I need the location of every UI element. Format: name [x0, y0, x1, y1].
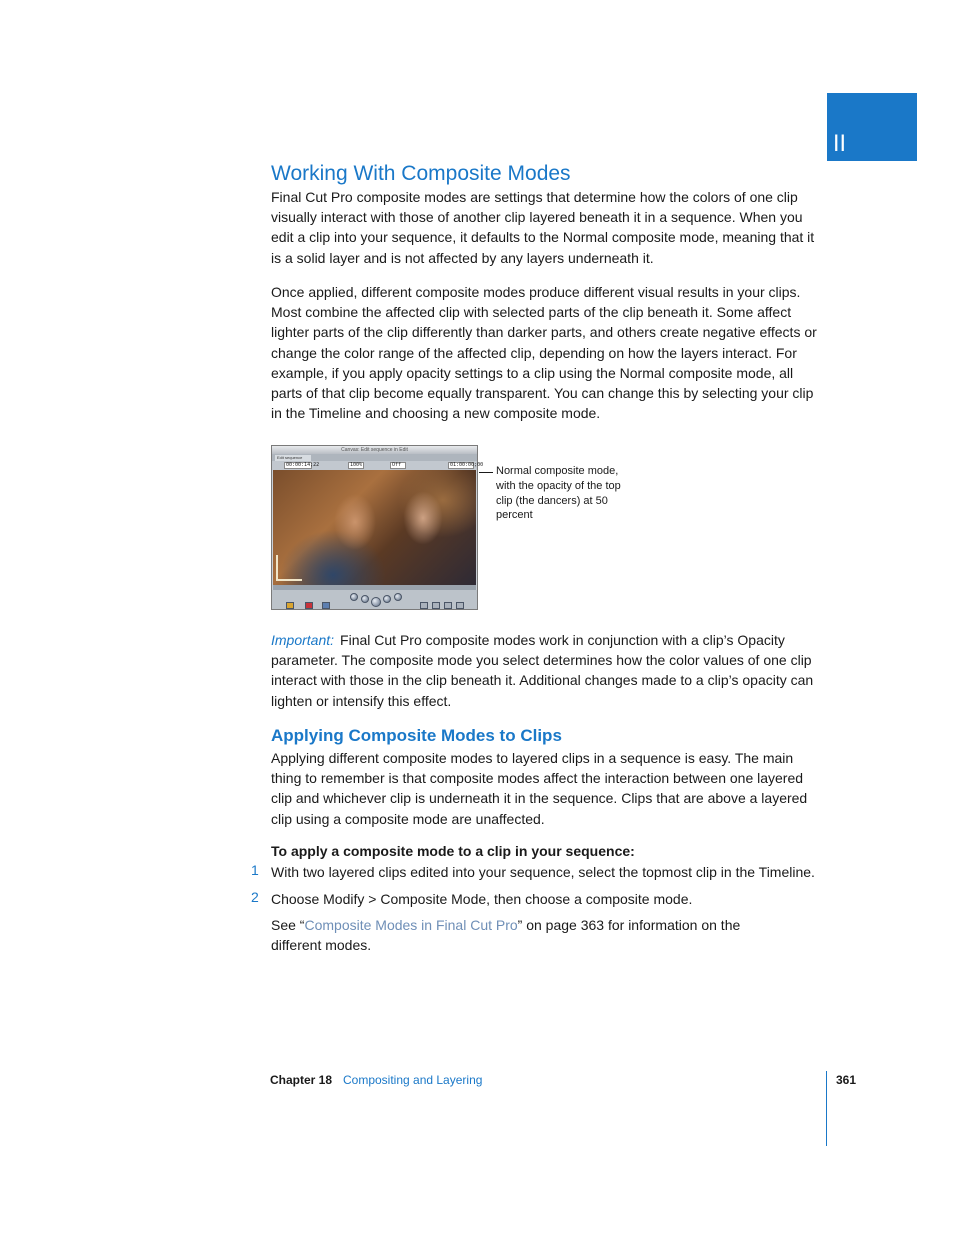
- part-tab: [827, 93, 917, 161]
- mark-out-icon: [432, 602, 440, 609]
- previous-edit-icon: [361, 595, 369, 603]
- see-also-note: [271, 915, 761, 955]
- title-safe-corner: [276, 555, 302, 581]
- see-also-suffix: ” on page 363 for information on the different modes.: [271, 917, 741, 954]
- see-also-prefix: See “: [271, 917, 305, 933]
- zoom-popup: 100%: [350, 462, 363, 468]
- canvas-screenshot-figure: [271, 445, 484, 610]
- cross-reference-link[interactable]: Composite Modes in Final Cut Pro: [304, 917, 518, 933]
- play-around-icon: [394, 593, 402, 601]
- duration-timecode: 00:00:14;22: [286, 462, 320, 468]
- insert-edit-icon: [286, 602, 294, 609]
- add-marker-icon: [456, 602, 464, 609]
- view-popup: Off: [390, 462, 406, 469]
- mark-in-icon: [420, 602, 428, 609]
- section-heading: Working With Composite Modes: [271, 162, 571, 185]
- callout-leader-line: [479, 472, 493, 473]
- step-number: 2: [251, 889, 259, 905]
- important-label: Important:: [271, 632, 335, 648]
- play-in-to-out-icon: [350, 593, 358, 601]
- footer-chapter: Chapter 18: [270, 1073, 333, 1087]
- play-icon: [371, 597, 381, 607]
- replace-edit-icon: [322, 602, 330, 609]
- page-number: 361: [836, 1073, 857, 1087]
- canvas-transport-controls: [272, 590, 477, 609]
- next-edit-icon: [383, 595, 391, 603]
- part-tab-label: II: [833, 132, 846, 157]
- canvas-window-title: Canvas: Edit sequence in Edit: [272, 446, 477, 454]
- important-text: Final Cut Pro composite modes work in conjunction with a clip’s Opacity parameter. The composite mode you select determines how the color values of one clip interact with those in the clip beneath it. Additional changes made to a clip’s opacity can lighten or intensify this effect.: [271, 632, 814, 709]
- figure-callout: Normal composite mode, with the opacity of the top clip (the dancers) at 50 percent: [496, 465, 621, 522]
- subsection-heading: Applying Composite Modes to Clips: [271, 726, 562, 745]
- detail-paragraph: Once applied, different composite modes produce different visual results in your clips. Most combine the affected clip with selected parts of the clip beneath it. Some affect lighter parts of the clip differently than darker parts, and others create negative effects or change the color range of the affected clip, depending on how the layers interact. For example, if you apply opacity settings to a clip using the Normal composite mode, all parts of that clip become equally transparent. You can change this by selecting your clip in the Timeline and choosing a new composite mode.: [271, 284, 817, 422]
- footer-chapter-title: Compositing and Layering: [343, 1073, 483, 1087]
- step-text: Choose Modify > Composite Mode, then choose a composite mode.: [271, 891, 693, 907]
- footer-rule: [826, 1071, 827, 1146]
- task-heading: To apply a composite mode to a clip in your sequence:: [271, 843, 635, 859]
- canvas-tab: Edit sequence: [275, 455, 311, 461]
- intro-paragraph: Final Cut Pro composite modes are settings that determine how the colors of one clip visually interact with those of another clip layered beneath it in a sequence. When you edit a clip into your sequence, it defaults to the Normal composite mode, meaning that it is a solid layer and is not affected by any layers underneath it.: [271, 189, 815, 266]
- step-text: With two layered clips edited into your sequence, select the topmost clip in the Timeline.: [271, 864, 815, 880]
- current-timecode: 01:00:00;00: [450, 462, 484, 468]
- overwrite-edit-icon: [305, 602, 313, 609]
- step-number: 1: [251, 862, 259, 878]
- mark-clip-icon: [444, 602, 452, 609]
- canvas-control-bar: [272, 461, 484, 470]
- canvas-video-frame: [273, 470, 476, 585]
- subsection-paragraph: Applying different composite modes to layered clips in a sequence is easy. The main thing to remember is that composite modes affect the interaction between one layered clip and whichever clip is underneath it in the sequence. Clips that are above a layered clip using a composite mode are unaffected.: [271, 750, 808, 827]
- important-note: [271, 630, 827, 711]
- canvas-tab-row: [272, 454, 477, 461]
